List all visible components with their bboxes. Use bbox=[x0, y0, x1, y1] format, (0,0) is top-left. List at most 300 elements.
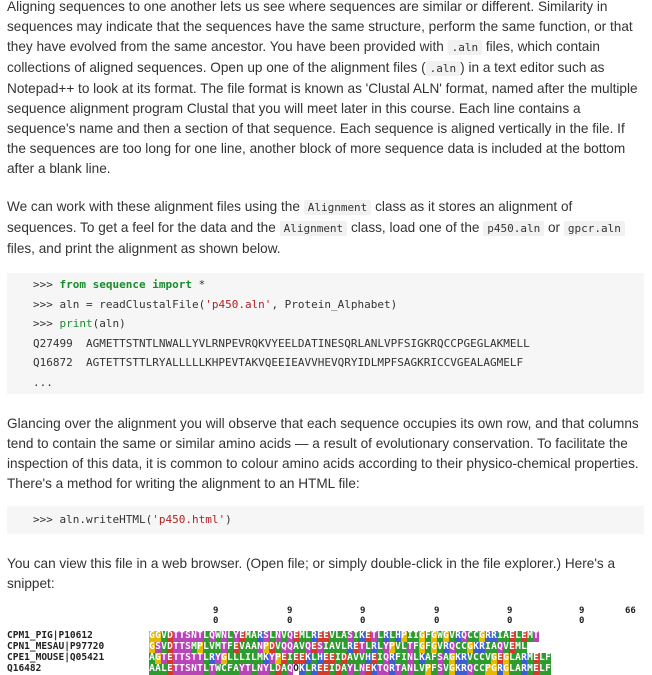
residue: L bbox=[413, 663, 419, 674]
residue: T bbox=[179, 663, 185, 674]
code-line bbox=[33, 275, 634, 295]
residue: V bbox=[443, 663, 449, 674]
residue: G bbox=[491, 663, 497, 674]
residue: P bbox=[197, 641, 203, 652]
residue: V bbox=[449, 630, 455, 641]
code-line bbox=[33, 508, 634, 532]
residue: L bbox=[509, 663, 515, 674]
ruler-tick-label: 9 0 bbox=[213, 606, 219, 626]
residue: V bbox=[485, 652, 491, 663]
residue: L bbox=[365, 641, 371, 652]
column-ruler bbox=[7, 604, 644, 628]
residue: A bbox=[149, 652, 155, 663]
residue: I bbox=[497, 630, 503, 641]
residue: T bbox=[173, 652, 179, 663]
residue: L bbox=[251, 663, 257, 674]
residue: L bbox=[341, 641, 347, 652]
residue: L bbox=[227, 652, 233, 663]
residue: A bbox=[515, 652, 521, 663]
inline-code: .aln bbox=[448, 40, 483, 55]
residue: A bbox=[155, 663, 161, 674]
residue: T bbox=[161, 652, 167, 663]
residue: C bbox=[479, 652, 485, 663]
residue: T bbox=[197, 663, 203, 674]
residue: T bbox=[245, 663, 251, 674]
prompt: >>> bbox=[33, 278, 60, 291]
residue: E bbox=[329, 652, 335, 663]
residue: I bbox=[323, 641, 329, 652]
residue: M bbox=[215, 641, 221, 652]
residue: K bbox=[305, 652, 311, 663]
alignment-class-paragraph bbox=[7, 197, 644, 259]
residue: S bbox=[185, 630, 191, 641]
residue: A bbox=[347, 652, 353, 663]
residue: V bbox=[299, 641, 305, 652]
prompt: >>> bbox=[33, 513, 60, 526]
residue: P bbox=[485, 663, 491, 674]
residue: F bbox=[431, 652, 437, 663]
residue: N bbox=[221, 630, 227, 641]
residue: V bbox=[437, 641, 443, 652]
residue: R bbox=[497, 663, 503, 674]
residue: F bbox=[413, 641, 419, 652]
residue: T bbox=[533, 630, 539, 641]
residue: C bbox=[221, 663, 227, 674]
residue: L bbox=[203, 641, 209, 652]
residue: K bbox=[455, 652, 461, 663]
residue: V bbox=[161, 630, 167, 641]
residue: Y bbox=[263, 663, 269, 674]
residue: K bbox=[263, 652, 269, 663]
residue: Q bbox=[305, 641, 311, 652]
prompt: >>> bbox=[33, 297, 60, 311]
residue: K bbox=[371, 663, 377, 674]
sequence-residues bbox=[149, 631, 539, 642]
residue: E bbox=[509, 630, 515, 641]
inline-code: .aln bbox=[426, 61, 461, 76]
module-name: sequence bbox=[86, 278, 153, 291]
residue: Q bbox=[383, 663, 389, 674]
residue: V bbox=[335, 641, 341, 652]
residue: A bbox=[341, 630, 347, 641]
code-text: , Protein_Alphabet) bbox=[271, 297, 398, 311]
sequence-name: CPM1_PIG|P10612 bbox=[7, 630, 93, 641]
residue: W bbox=[215, 630, 221, 641]
residue: Y bbox=[215, 652, 221, 663]
residue: Y bbox=[347, 663, 353, 674]
residue: V bbox=[329, 630, 335, 641]
residue: Q bbox=[383, 652, 389, 663]
residue: D bbox=[275, 663, 281, 674]
inline-code: gpcr.aln bbox=[564, 221, 625, 236]
residue: G bbox=[431, 630, 437, 641]
residue: V bbox=[161, 641, 167, 652]
residue: T bbox=[359, 641, 365, 652]
residue: E bbox=[323, 630, 329, 641]
residue: E bbox=[371, 652, 377, 663]
residue: T bbox=[209, 663, 215, 674]
residue: V bbox=[353, 652, 359, 663]
residue: S bbox=[437, 663, 443, 674]
residue: L bbox=[311, 652, 317, 663]
residue: R bbox=[485, 630, 491, 641]
inline-code: Alignment bbox=[280, 221, 348, 236]
ruler-tick-label: 66 bbox=[625, 606, 636, 616]
residue: L bbox=[269, 663, 275, 674]
residue: T bbox=[377, 663, 383, 674]
residue: E bbox=[323, 663, 329, 674]
residue: F bbox=[425, 630, 431, 641]
residue: A bbox=[425, 652, 431, 663]
ruler-tick-label: 9 0 bbox=[360, 606, 366, 626]
ruler-tick-label: 9 0 bbox=[579, 606, 585, 626]
ruler-tick-label: 9 0 bbox=[507, 606, 513, 626]
residue: L bbox=[305, 630, 311, 641]
residue: D bbox=[167, 630, 173, 641]
residue: F bbox=[227, 641, 233, 652]
residue: L bbox=[521, 641, 527, 652]
residue: R bbox=[455, 630, 461, 641]
output-line: Q27499 AGMETTSTNTLNWALLYVLRNPEVRQKVYEELDATINESQRLANLVPFSIGKRQCCPGEGLAKMELL bbox=[33, 336, 530, 350]
residue: Y bbox=[383, 641, 389, 652]
residue: G bbox=[467, 641, 473, 652]
text: class as it stores an alignment of sequences. To get a feel for the data and the bbox=[7, 199, 573, 235]
residue: E bbox=[323, 652, 329, 663]
residue: Y bbox=[239, 663, 245, 674]
residue: G bbox=[503, 663, 509, 674]
residue: R bbox=[371, 641, 377, 652]
residue: S bbox=[347, 630, 353, 641]
residue: N bbox=[191, 663, 197, 674]
residue: E bbox=[365, 663, 371, 674]
residue: L bbox=[305, 663, 311, 674]
residue: V bbox=[359, 652, 365, 663]
residue: R bbox=[209, 652, 215, 663]
residue: E bbox=[533, 663, 539, 674]
residue: V bbox=[209, 641, 215, 652]
residue: N bbox=[191, 630, 197, 641]
residue: T bbox=[173, 630, 179, 641]
residue: T bbox=[395, 663, 401, 674]
residue: C bbox=[473, 630, 479, 641]
residue: R bbox=[257, 630, 263, 641]
residue: N bbox=[275, 630, 281, 641]
residue: R bbox=[347, 641, 353, 652]
residue: L bbox=[233, 652, 239, 663]
prompt: >>> bbox=[33, 317, 60, 330]
residue: C bbox=[473, 652, 479, 663]
residue: L bbox=[203, 652, 209, 663]
code-text: ) bbox=[225, 513, 232, 526]
residue: W bbox=[437, 630, 443, 641]
residue: N bbox=[359, 663, 365, 674]
code-line bbox=[33, 295, 634, 315]
residue: A bbox=[491, 641, 497, 652]
residue: L bbox=[335, 630, 341, 641]
residue: A bbox=[233, 663, 239, 674]
residue: G bbox=[503, 652, 509, 663]
code-text: aln = readClustalFile( bbox=[59, 297, 206, 311]
residue: A bbox=[329, 641, 335, 652]
residue: R bbox=[443, 641, 449, 652]
residue: F bbox=[227, 663, 233, 674]
residue: A bbox=[293, 641, 299, 652]
residue: L bbox=[539, 652, 545, 663]
text: files, and print the alignment as shown below. bbox=[7, 241, 281, 256]
residue: N bbox=[257, 641, 263, 652]
residue: L bbox=[203, 663, 209, 674]
residue: G bbox=[155, 652, 161, 663]
residue: V bbox=[419, 663, 425, 674]
residue: A bbox=[251, 641, 257, 652]
residue: E bbox=[497, 652, 503, 663]
residue: D bbox=[269, 641, 275, 652]
residue: I bbox=[329, 663, 335, 674]
residue: G bbox=[155, 630, 161, 641]
residue: R bbox=[311, 630, 317, 641]
residue: E bbox=[293, 630, 299, 641]
residue: R bbox=[389, 652, 395, 663]
residue: F bbox=[431, 663, 437, 674]
residue: G bbox=[449, 663, 455, 674]
residue: T bbox=[179, 630, 185, 641]
residue: D bbox=[335, 663, 341, 674]
residue: N bbox=[257, 663, 263, 674]
residue: M bbox=[257, 652, 263, 663]
residue: Q bbox=[281, 641, 287, 652]
residue: L bbox=[353, 663, 359, 674]
residue: D bbox=[167, 641, 173, 652]
residue: R bbox=[461, 663, 467, 674]
code-block-print-alignment bbox=[7, 273, 644, 394]
builtin: print bbox=[59, 317, 93, 330]
residue: R bbox=[491, 630, 497, 641]
residue: R bbox=[461, 652, 467, 663]
sequence-name: CPE1_MOUSE|Q05421 bbox=[7, 652, 105, 663]
residue: A bbox=[515, 663, 521, 674]
code-block-write-html bbox=[7, 506, 644, 534]
residue: S bbox=[185, 641, 191, 652]
residue: L bbox=[161, 663, 167, 674]
residue: K bbox=[419, 652, 425, 663]
residue: I bbox=[407, 630, 413, 641]
residue: T bbox=[173, 663, 179, 674]
residue: I bbox=[413, 630, 419, 641]
residue: P bbox=[401, 630, 407, 641]
code-line bbox=[33, 314, 634, 334]
code-text: (aln) bbox=[92, 317, 126, 330]
residue: G bbox=[431, 641, 437, 652]
string-literal: 'p450.aln' bbox=[205, 297, 272, 311]
residue: V bbox=[281, 630, 287, 641]
residue: Q bbox=[287, 663, 293, 674]
residue: T bbox=[221, 641, 227, 652]
code-text: aln.writeHTML( bbox=[59, 513, 153, 526]
sequence-name: Q16482 bbox=[7, 663, 42, 674]
residue: R bbox=[389, 663, 395, 674]
text: or bbox=[544, 220, 564, 235]
residue: S bbox=[317, 641, 323, 652]
sequence-residues bbox=[149, 653, 551, 664]
residue: L bbox=[269, 630, 275, 641]
residue: G bbox=[491, 652, 497, 663]
residue: Q bbox=[209, 630, 215, 641]
sequence-name: CPN1_MESAU|P97720 bbox=[7, 641, 105, 652]
inline-code: Alignment bbox=[304, 200, 372, 215]
residue: E bbox=[311, 641, 317, 652]
residue: H bbox=[365, 652, 371, 663]
residue: E bbox=[521, 630, 527, 641]
residue: V bbox=[275, 641, 281, 652]
residue: P bbox=[263, 641, 269, 652]
residue: F bbox=[425, 641, 431, 652]
residue: C bbox=[461, 641, 467, 652]
residue: M bbox=[527, 663, 533, 674]
residue: E bbox=[509, 641, 515, 652]
residue: A bbox=[149, 663, 155, 674]
output-line: Q16872 AGTETTSTTLRYALLLLLKHPEVTAKVQEEIEAVVHEVQRYIDLMPFSAGKRICCVGEALAGMELF bbox=[33, 356, 524, 369]
residue: E bbox=[533, 652, 539, 663]
residue: Q bbox=[461, 630, 467, 641]
residue: T bbox=[197, 630, 203, 641]
residue: M bbox=[527, 630, 533, 641]
residue: Y bbox=[233, 630, 239, 641]
text: We can work with these alignment files using the bbox=[7, 199, 304, 214]
residue: M bbox=[299, 630, 305, 641]
keyword: import bbox=[152, 278, 192, 291]
residue: M bbox=[191, 641, 197, 652]
residue: L bbox=[227, 630, 233, 641]
residue: S bbox=[155, 641, 161, 652]
residue: I bbox=[353, 630, 359, 641]
residue: P bbox=[425, 663, 431, 674]
residue: H bbox=[395, 630, 401, 641]
residue: G bbox=[419, 641, 425, 652]
intro-text-1: Aligning sequences to one another lets us see where sequences are similar or different. Similarity in sequences may indicate that the sequences have the same structure, perform the same function, or that they have evolved from the same ancestor. You have been provided with .aln files, which contain collections of aligned sequences. Open up one of the alignment files ( .aln ) in a text editor such as Notepad++ to look at its format. The file format is known as 'Clustal ALN' format, named after the multiple sequence alignment program Clustal that you will meet later in this course. Each line contains a sequence's name and then a section of that sequence. Each sequence is aligned vertically in the file. If the sequences are too long for one line, another block of more sequence data is included at the bottom after a blank line. bbox=[7, 0, 638, 176]
residue: T bbox=[371, 630, 377, 641]
residue: I bbox=[335, 652, 341, 663]
residue: S bbox=[185, 652, 191, 663]
residue: E bbox=[353, 641, 359, 652]
residue: K bbox=[359, 630, 365, 641]
residue: Q bbox=[497, 641, 503, 652]
ruler-tick-label: 9 0 bbox=[434, 606, 440, 626]
residue: P bbox=[275, 652, 281, 663]
residue: R bbox=[521, 663, 527, 674]
residue: O bbox=[293, 663, 299, 674]
residue: F bbox=[545, 652, 551, 663]
residue: T bbox=[197, 652, 203, 663]
residue: N bbox=[407, 663, 413, 674]
residue: R bbox=[383, 630, 389, 641]
residue: A bbox=[251, 630, 257, 641]
residue: G bbox=[149, 641, 155, 652]
residue: G bbox=[449, 652, 455, 663]
residue: L bbox=[515, 630, 521, 641]
string-literal: 'p450.html' bbox=[152, 513, 226, 526]
residue: R bbox=[521, 652, 527, 663]
residue: T bbox=[179, 641, 185, 652]
residue: I bbox=[287, 652, 293, 663]
residue: L bbox=[539, 663, 545, 674]
residue: Y bbox=[269, 652, 275, 663]
residue: S bbox=[185, 663, 191, 674]
residue: T bbox=[407, 641, 413, 652]
residue: I bbox=[401, 652, 407, 663]
residue: A bbox=[401, 663, 407, 674]
residue: I bbox=[245, 652, 251, 663]
residue: M bbox=[515, 641, 521, 652]
residue: Q bbox=[287, 641, 293, 652]
code-text: * bbox=[191, 278, 206, 291]
ruler-tick-label: 9 0 bbox=[287, 606, 293, 626]
keyword: from bbox=[59, 278, 86, 291]
output-line: ... bbox=[33, 375, 53, 389]
residue: E bbox=[317, 630, 323, 641]
residue: L bbox=[377, 630, 383, 641]
residue: K bbox=[455, 663, 461, 674]
residue: M bbox=[245, 630, 251, 641]
inline-code: p450.aln bbox=[483, 221, 544, 236]
residue: N bbox=[407, 652, 413, 663]
residue: L bbox=[509, 652, 515, 663]
residue: F bbox=[395, 652, 401, 663]
residue: G bbox=[443, 630, 449, 641]
residue: E bbox=[293, 652, 299, 663]
residue: S bbox=[263, 630, 269, 641]
residue: A bbox=[443, 652, 449, 663]
sequence-residues bbox=[149, 642, 527, 653]
colouring-paragraph: Glancing over the alignment you will observe that each sequence occupies its own row, and that columns tend to contain the same or similar amino acids — a result of evolutionary conservation. To facilitate the inspection of this data, it is common to colour amino acids according to their physico-chemical properties. There's a method for writing the alignment to an HTML file: bbox=[7, 416, 639, 491]
text: class, load one of the bbox=[347, 220, 484, 235]
residue: T bbox=[191, 652, 197, 663]
alignment-html-snippet bbox=[7, 604, 644, 674]
residue: C bbox=[473, 663, 479, 674]
residue: L bbox=[389, 630, 395, 641]
residue: P bbox=[389, 641, 395, 652]
residue: C bbox=[467, 630, 473, 641]
residue: I bbox=[377, 652, 383, 663]
residue: I bbox=[485, 641, 491, 652]
residue: E bbox=[299, 652, 305, 663]
residue: T bbox=[173, 641, 179, 652]
residue: E bbox=[167, 663, 173, 674]
residue: G bbox=[479, 630, 485, 641]
residue: A bbox=[503, 630, 509, 641]
residue: L bbox=[203, 630, 209, 641]
residue: R bbox=[479, 641, 485, 652]
residue: E bbox=[239, 630, 245, 641]
residue: Q bbox=[467, 663, 473, 674]
residue: E bbox=[365, 630, 371, 641]
residue: V bbox=[467, 652, 473, 663]
residue: V bbox=[503, 641, 509, 652]
residue: L bbox=[377, 641, 383, 652]
residue: G bbox=[221, 652, 227, 663]
residue: K bbox=[299, 663, 305, 674]
residue: V bbox=[395, 641, 401, 652]
residue: T bbox=[179, 652, 185, 663]
residue: G bbox=[419, 630, 425, 641]
residue: Q bbox=[287, 630, 293, 641]
residue: K bbox=[473, 641, 479, 652]
sequence-residues bbox=[149, 664, 551, 675]
residue: E bbox=[317, 663, 323, 674]
residue: L bbox=[239, 652, 245, 663]
residue: Q bbox=[449, 641, 455, 652]
residue: E bbox=[233, 641, 239, 652]
residue: F bbox=[545, 663, 551, 674]
